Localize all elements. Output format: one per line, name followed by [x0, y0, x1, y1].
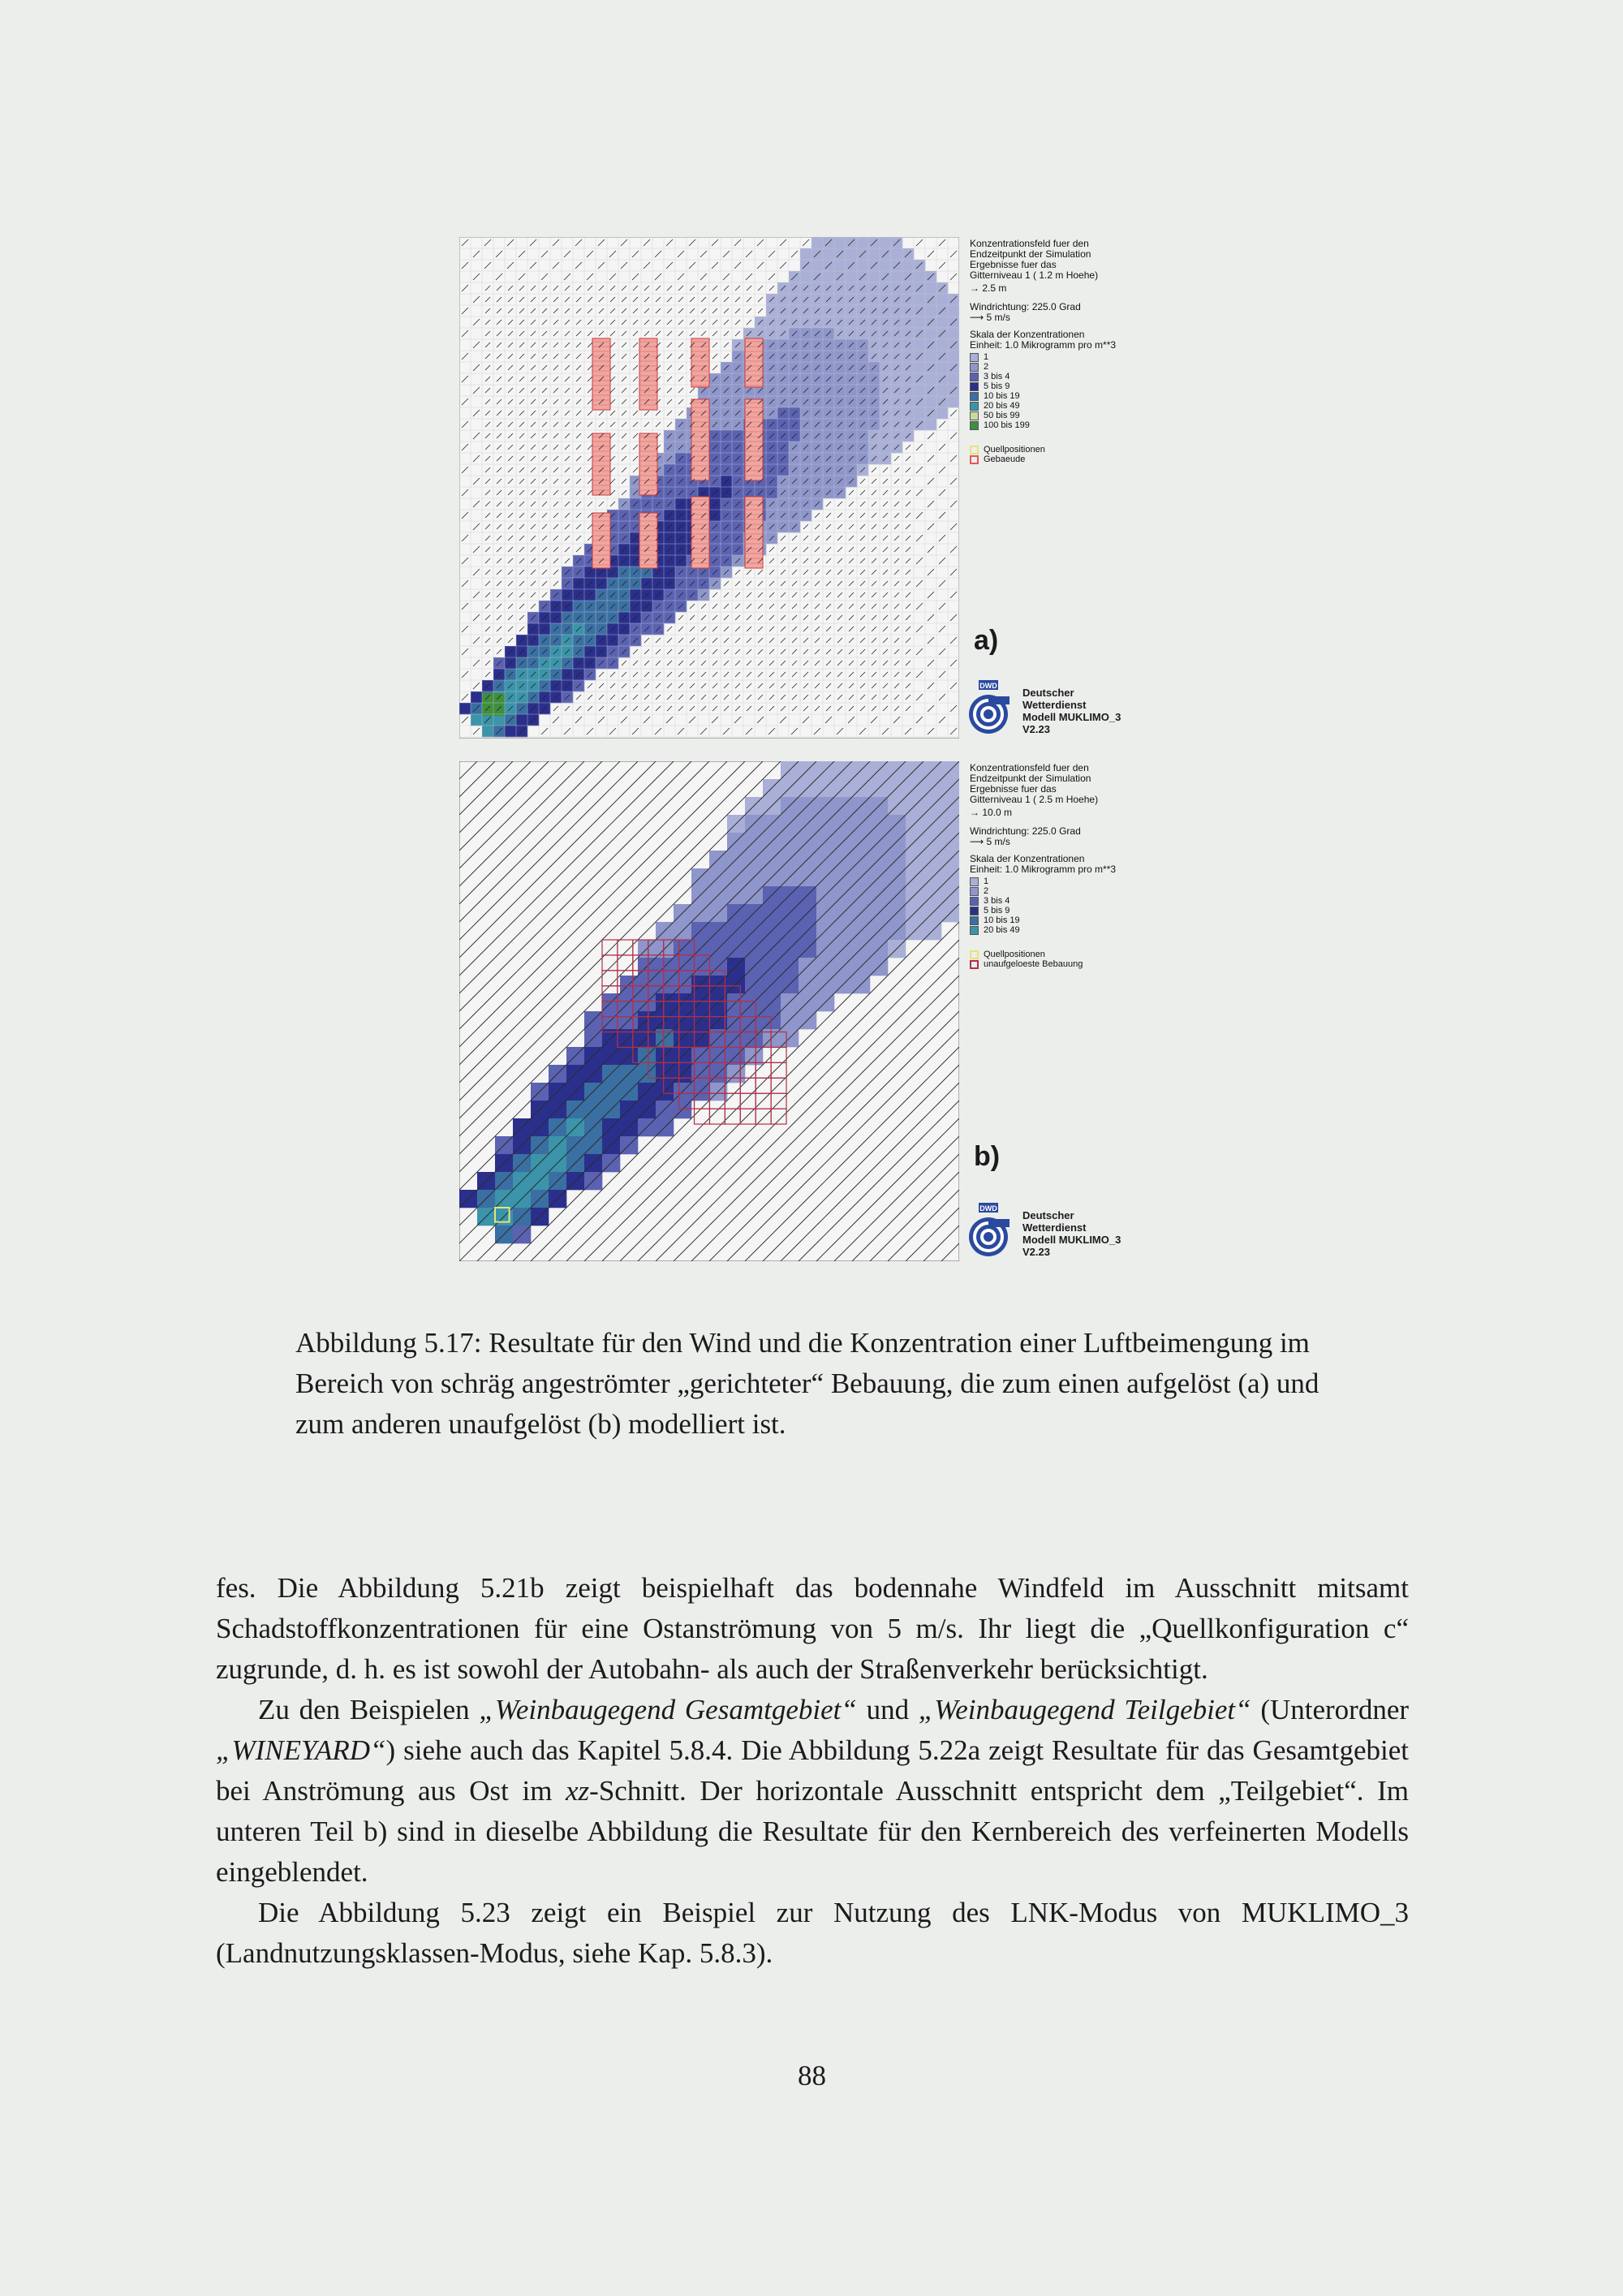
figure-caption: Abbildung 5.17: Resultate für den Wind und die Konzentration einer Luftbeimengung im Bereich von schräg angeströmter „gerichteter“ Bebauung, die zum einen aufgelöst (a) und zum anderen unaufgelöst (b) modelliert ist.: [295, 1327, 1319, 1440]
legend-swatch: [970, 402, 979, 411]
conc-cell: [925, 305, 936, 317]
conc-cell: [948, 328, 959, 339]
conc-cell: [914, 294, 925, 305]
conc-cell: [925, 351, 936, 362]
body-text: [216, 1568, 1409, 1974]
dwd-line-1: Deutscher: [1022, 1209, 1074, 1221]
legend-b-wind-speed-value: 5 m/s: [986, 836, 1010, 847]
page-number: 88: [798, 2060, 826, 2091]
legend-class-label: 2: [984, 361, 989, 372]
legend-swatch: [970, 916, 979, 925]
conc-cell: [948, 351, 959, 362]
legend-b-wind-direction: Windrichtung: 225.0 Grad: [970, 825, 1081, 837]
legend-swatch: [970, 421, 979, 430]
legend-b-markers: [970, 950, 1213, 969]
conc-cell: [925, 373, 936, 385]
legend-marker-0: [970, 445, 1213, 454]
legend-class-label: 50 bis 99: [984, 410, 1020, 420]
building: [592, 338, 610, 410]
conc-cell: [925, 419, 936, 430]
long-arrow-icon: ⟶: [970, 836, 987, 847]
conc-cell: [936, 407, 948, 419]
dwd-line-1: Deutscher: [1022, 687, 1074, 699]
dwd-block-b: [966, 1203, 1177, 1268]
legend-class-label: 5 bis 9: [984, 381, 1010, 391]
legend-a-scale-title: Skala der Konzentrationen: [970, 329, 1085, 340]
legend-class-label: 5 bis 9: [984, 905, 1010, 915]
conc-cell: [823, 271, 834, 282]
building: [745, 497, 763, 568]
conc-cell: [493, 714, 505, 726]
legend-swatch: [970, 373, 979, 381]
legend-class-1: [970, 362, 1213, 372]
legend-a-title-4: Gitterniveau 1 ( 1.2 m Hoehe): [970, 269, 1099, 281]
paragraph-3: Die Abbildung 5.23 zeigt ein Beispiel zur Nutzung des LNK-Modus von MUKLIMO_3 (Landnutzungsklassen-Modus, siehe Kap. 5.8.3).: [216, 1897, 1409, 1969]
conc-cell: [800, 271, 812, 282]
conc-cell: [459, 703, 471, 714]
legend-swatch: [970, 926, 979, 935]
conc-cell: [914, 385, 925, 396]
conc-cell: [925, 282, 936, 294]
legend-swatch: [970, 392, 979, 401]
legend-class-label: 10 bis 19: [984, 915, 1020, 925]
legend-a-title-3: Ergebnisse fuer das: [970, 259, 1057, 270]
legend-swatch: [970, 353, 979, 362]
legend-marker-1: [970, 454, 1213, 464]
dwd-line-4: V2.23: [1022, 723, 1050, 735]
conc-cell: [834, 237, 846, 248]
legend-class-2: [970, 372, 1213, 381]
paragraph-2: [216, 1690, 1409, 1893]
legend-class-4: [970, 391, 1213, 401]
conc-cell: [846, 271, 857, 282]
legend-class-0: [970, 877, 1213, 886]
legend-a-ref-value: 2.5 m: [982, 282, 1007, 294]
conc-cell: [516, 714, 527, 726]
conc-cell: [914, 317, 925, 328]
building: [691, 338, 709, 387]
legend-class-label: 10 bis 19: [984, 390, 1020, 401]
legend-class-5: [970, 401, 1213, 411]
conc-cell: [471, 714, 482, 726]
p2-italic-1: „Weinbaugegend Gesamtgebiet“: [479, 1694, 857, 1725]
legend-swatch: [970, 907, 979, 915]
legend-a-unit: Einheit: 1.0 Mikrogramm pro m**3: [970, 339, 1117, 351]
conc-cell: [925, 328, 936, 339]
dwd-block-a: [966, 680, 1177, 745]
dwd-line-2: Wetterdienst: [1022, 1221, 1087, 1234]
dwd-line-2: Wetterdienst: [1022, 699, 1087, 711]
legend-class-label: 1: [984, 876, 989, 886]
conc-cell: [936, 317, 948, 328]
legend-class-label: 3 bis 4: [984, 895, 1010, 906]
dwd-logo-icon: [966, 680, 1010, 737]
legend-marker-1: [970, 959, 1213, 969]
conc-cell: [800, 248, 812, 260]
legend-marker-swatch: [970, 446, 979, 454]
legend-marker-label: Quellpositionen: [984, 949, 1045, 959]
legend-class-label: 20 bis 49: [984, 924, 1020, 935]
legend-b-title-2: Endzeitpunkt der Simulation: [970, 773, 1091, 784]
legend-b-title-3: Ergebnisse fuer das: [970, 783, 1057, 795]
p2-italic-2: „Weinbaugegend Teilgebiet“: [918, 1694, 1251, 1725]
plot-b: [459, 761, 959, 1261]
arrow-icon: →: [970, 807, 983, 818]
building: [639, 338, 657, 410]
legend-swatch: [970, 411, 979, 420]
dwd-logo-text: DWD: [979, 1204, 997, 1213]
conc-cell: [812, 237, 823, 248]
conc-cell: [857, 260, 868, 271]
legend-swatch: [970, 897, 979, 906]
dwd-line-4: V2.23: [1022, 1246, 1050, 1258]
legend-a-classes: [970, 352, 1213, 430]
legend-marker-0: [970, 950, 1213, 959]
building: [691, 497, 709, 568]
panel-label-b: b): [974, 1141, 1001, 1172]
legend-marker-label: Quellpositionen: [984, 444, 1045, 454]
legend-class-0: [970, 352, 1213, 362]
panel-label-a: a): [974, 625, 999, 656]
conc-cell: [936, 294, 948, 305]
conc-cell: [936, 362, 948, 373]
building: [639, 433, 657, 495]
legend-marker-swatch: [970, 950, 979, 959]
plot-a: [459, 237, 959, 739]
legend-class-label: 3 bis 4: [984, 371, 1010, 381]
legend-a-wind-speed-value: 5 m/s: [986, 312, 1010, 323]
building: [745, 338, 763, 387]
legend-marker-swatch: [970, 455, 979, 464]
conc-cell: [948, 373, 959, 385]
legend-a-markers: [970, 445, 1213, 464]
legend-a-ref-arrow: [970, 283, 1213, 294]
conc-cell: [914, 271, 925, 282]
legend-b-unit: Einheit: 1.0 Mikrogramm pro m**3: [970, 864, 1117, 875]
legend-b-ref-value: 10.0 m: [982, 807, 1013, 818]
legend-a-title-2: Endzeitpunkt der Simulation: [970, 248, 1091, 260]
conc-cell: [482, 726, 493, 737]
p2-text-2: und: [856, 1694, 919, 1725]
legend-marker-label: unaufgeloeste Bebauung: [984, 958, 1083, 969]
legend-class-label: 20 bis 49: [984, 400, 1020, 411]
legend-class-5: [970, 925, 1213, 935]
legend-a-wind-speed: [970, 312, 1213, 323]
legend-swatch: [970, 887, 979, 896]
legend-b-title-1: Konzentrationsfeld fuer den: [970, 762, 1089, 773]
legend-class-6: [970, 411, 1213, 420]
legend-b: [970, 763, 1213, 969]
conc-cell: [914, 407, 925, 419]
p2-math: xz: [566, 1775, 590, 1807]
conc-cell: [936, 385, 948, 396]
conc-cell: [823, 248, 834, 260]
legend-marker-label: Gebaeude: [984, 454, 1026, 464]
conc-cell: [812, 260, 823, 271]
legend-b-classes: [970, 877, 1213, 935]
arrow-icon: →: [970, 282, 983, 294]
conc-cell: [948, 396, 959, 407]
dwd-logo-text: DWD: [979, 682, 997, 690]
building: [745, 399, 763, 480]
conc-cell: [880, 237, 891, 248]
legend-b-ref-arrow: [970, 808, 1213, 818]
legend-a-title-1: Konzentrationsfeld fuer den: [970, 238, 1089, 249]
conc-cell: [857, 237, 868, 248]
long-arrow-icon: ⟶: [970, 312, 987, 323]
legend-class-label: 100 bis 199: [984, 420, 1030, 430]
conc-cell: [505, 726, 516, 737]
legend-a: [970, 239, 1213, 464]
dwd-line-3: Modell MUKLIMO_3: [1022, 1234, 1121, 1246]
legend-class-1: [970, 886, 1213, 896]
conc-cell: [868, 271, 880, 282]
conc-cell: [936, 339, 948, 351]
legend-class-3: [970, 381, 1213, 391]
legend-swatch: [970, 877, 979, 886]
conc-cell: [891, 271, 902, 282]
legend-b-scale-title: Skala der Konzentrationen: [970, 853, 1085, 864]
building: [592, 433, 610, 495]
conc-cell: [914, 339, 925, 351]
conc-cell: [834, 260, 846, 271]
conc-cell: [948, 305, 959, 317]
legend-b-wind-speed: [970, 837, 1213, 847]
legend-class-4: [970, 915, 1213, 925]
conc-cell: [914, 362, 925, 373]
legend-swatch: [970, 363, 979, 372]
legend-b-title-4: Gitterniveau 1 ( 2.5 m Hoehe): [970, 794, 1099, 805]
conc-cell: [471, 691, 482, 703]
p2-text-1: Zu den Beispielen: [258, 1694, 480, 1725]
legend-a-wind-direction: Windrichtung: 225.0 Grad: [970, 301, 1081, 312]
conc-cell: [868, 248, 880, 260]
legend-class-3: [970, 906, 1213, 915]
legend-class-label: 1: [984, 351, 989, 362]
dwd-line-3: Modell MUKLIMO_3: [1022, 711, 1121, 723]
legend-swatch: [970, 382, 979, 391]
legend-class-7: [970, 420, 1213, 430]
legend-class-label: 2: [984, 885, 989, 896]
p2-italic-3: „WINEYARD“: [216, 1734, 386, 1766]
conc-cell: [925, 396, 936, 407]
p2-text-4: ) siehe auch das Kapitel 5.8.4. Die Abbildung 5.22a zeigt Resultate für das Gesamtgebiet bei Anströmung aus Ost im: [216, 1734, 1409, 1807]
legend-class-2: [970, 896, 1213, 906]
conc-cell: [891, 248, 902, 260]
paragraph-1: fes. Die Abbildung 5.21b zeigt beispielhaft das bodennahe Windfeld im Ausschnitt mitsamt Schadstoffkonzentrationen für eine Ostanströmung von 5 m/s. Ihr liegt die „Quellkonfiguration c“ zugrunde, d. h. es ist sowohl der Autobahn- als auch der Straßenverkehr berücksichtigt.: [216, 1572, 1409, 1685]
conc-cell: [880, 260, 891, 271]
p2-text-5: -Schnitt. Der horizontale Ausschnitt entspricht dem „Teilgebiet“. Im unteren Teil b) sind in dieselbe Abbildung die Resultate für den Kernbereich des verfeinerten Modells eingeblendet.: [216, 1775, 1409, 1888]
dwd-logo-icon: [966, 1203, 1010, 1260]
legend-marker-swatch: [970, 960, 979, 969]
conc-cell: [902, 260, 914, 271]
conc-cell: [846, 248, 857, 260]
p2-text-3: (Unterordner: [1251, 1694, 1410, 1725]
